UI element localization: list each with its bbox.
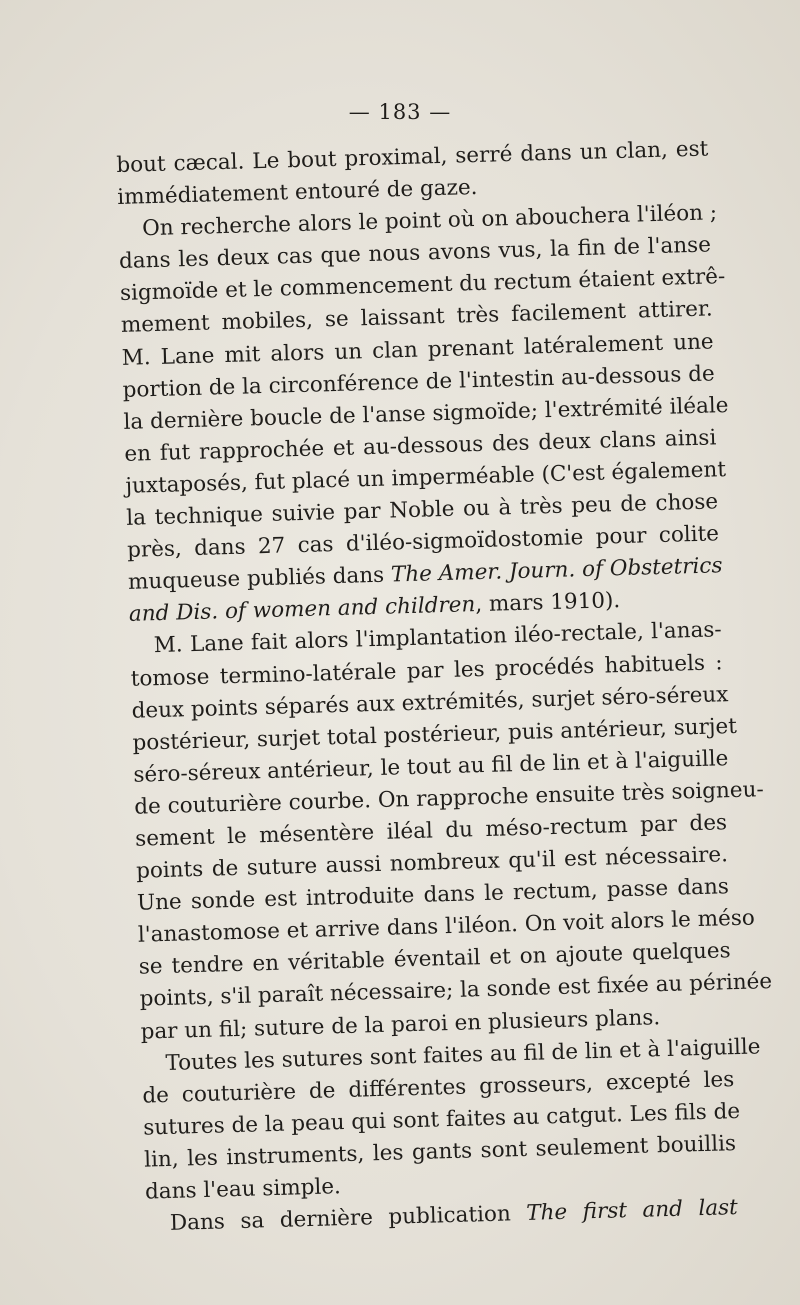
- text-segment: la technique suivie par Noble ou à très peu de chose: [125, 489, 719, 531]
- text-segment: Une sonde est introduite dans le rectum, passe dans: [136, 874, 730, 916]
- text-segment: M. Lane fait alors l'implantation iléo-rectale, l'anas-: [153, 617, 722, 659]
- text-segment: l'anastomose et arrive dans l'iléon. On voit alors le méso: [137, 905, 756, 948]
- text-segment: deux points séparés aux extrémités, surjet séro-séreux: [131, 681, 729, 724]
- text-segment: M. Lane mit alors un clan prenant latéralement une: [121, 328, 714, 371]
- text-segment: bout cæcal. Le bout proximal, serré dans un clan, est: [116, 136, 709, 178]
- text-segment: immédiatement entouré de gaze.: [116, 175, 478, 211]
- text-segment: se tendre en véritable éventail et on ajoute quelques: [138, 938, 731, 981]
- text-segment: par un fil; suture de la paroi en plusieurs plans.: [140, 1004, 661, 1045]
- body-text: [116, 133, 773, 1240]
- text-segment: de couturière courbe. On rapproche ensuite très soigneu-: [134, 777, 765, 820]
- text-segment: sement le mésentère iléal du méso-rectum par des: [134, 810, 728, 852]
- text-segment: mement mobiles, se laissant très facilement attirer.: [120, 296, 714, 339]
- text-segment: près, dans 27 cas d'iléo-sigmoïdostomie pour colite: [126, 521, 720, 563]
- italic-text-segment: The first and last: [525, 1195, 739, 1227]
- text-segment: , mars 1910).: [474, 588, 621, 618]
- text-segment: sutures de la peau qui sont faites au catgut. Les fils de: [142, 1098, 741, 1141]
- text-segment: Toutes les sutures sont faites au fil de lin et à l'aiguille: [165, 1033, 761, 1076]
- text-segment: en fut rapprochée et au-dessous des deux clans ainsi: [124, 425, 717, 467]
- text-segment: dans l'eau simple.: [144, 1174, 342, 1205]
- text-segment: On recherche alors le point où on abouchera l'iléon ;: [141, 200, 718, 242]
- italic-text-segment: The Amer. Journ. of Obstetrics: [390, 553, 723, 588]
- text-segment: points de suture aussi nombreux qu'il est nécessaire.: [135, 842, 729, 884]
- text-segment: portion de la circonférence de l'intestin au-dessous de: [122, 361, 716, 403]
- text-segment: tomose termino-latérale par les procédés habituels :: [130, 649, 723, 692]
- text-segment: postérieur, surjet total postérieur, puis antérieur, surjet: [132, 713, 738, 756]
- text-segment: séro-séreux antérieur, le tout au fil de lin et à l'aiguille: [133, 745, 729, 788]
- text-segment: la dernière boucle de l'anse sigmoïde; l'extrémité iléale: [123, 392, 729, 435]
- text-segment: de couturière de différentes grosseurs, excepté les: [142, 1066, 735, 1109]
- page-number: — 183 —: [348, 100, 452, 124]
- text-segment: lin, les instruments, les gants sont seulement bouillis: [143, 1130, 737, 1173]
- text-segment: Dans sa dernière publication: [169, 1201, 527, 1236]
- text-segment: dans les deux cas que nous avons vus, la fin de l'anse: [118, 232, 712, 275]
- italic-text-segment: and Dis. of women and children: [128, 592, 476, 628]
- text-segment: juxtaposés, fut placé un imperméable (C'est également: [125, 457, 727, 499]
- text-segment: points, s'il paraît nécessaire; la sonde est fixée au périnée: [139, 969, 773, 1013]
- text-segment: muqueuse publiés dans: [127, 562, 392, 596]
- text-segment: sigmoïde et le commencement du rectum étaient extrê-: [119, 264, 726, 307]
